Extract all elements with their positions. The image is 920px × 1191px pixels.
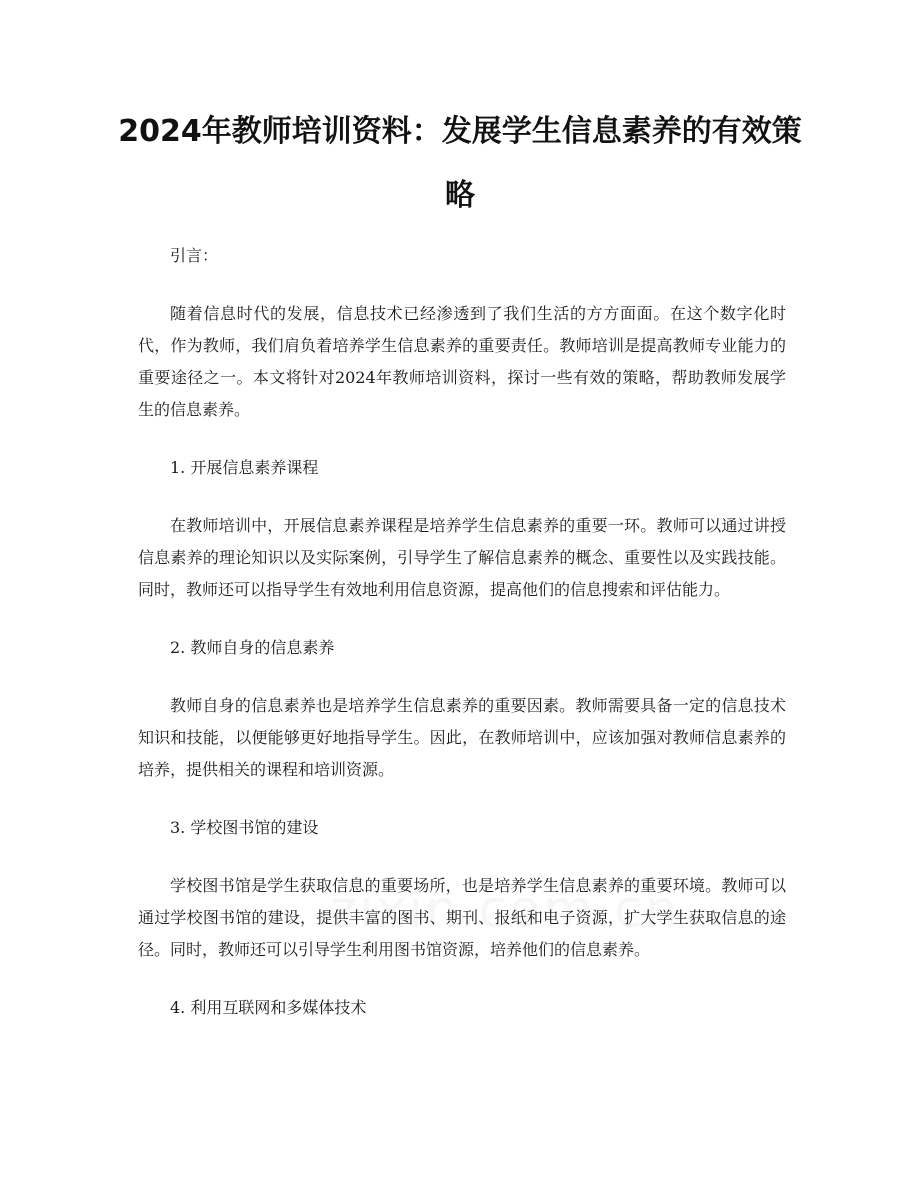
section-paragraph-2: 教师自身的信息素养也是培养学生信息素养的重要因素。教师需要具备一定的信息技术知识和技能，以便能够更好地指导学生。因此，在教师培训中，应该加强对教师信息素养的培养，提供相关的课程和培训资源。 bbox=[138, 696, 786, 779]
section-paragraph-3: 学校图书馆是学生获取信息的重要场所，也是培养学生信息素养的重要环境。教师可以通过学校图书馆的建设，提供丰富的图书、期刊、报纸和电子资源，扩大学生获取信息的途径。同时，教师还可以引导学生利用图书馆资源，培养他们的信息素养。 bbox=[138, 876, 786, 959]
document-title: 2024年教师培训资料：发展学生信息素养的有效策略 bbox=[118, 114, 802, 213]
section-paragraph-1: 在教师培训中，开展信息素养课程是培养学生信息素养的重要一环。教师可以通过讲授信息素养的理论知识以及实际案例，引导学生了解信息素养的概念、重要性以及实践技能。同时，教师还可以指导学生有效地利用信息资源，提高他们的信息搜索和评估能力。 bbox=[138, 516, 786, 599]
section-heading-3: 3. 学校图书馆的建设 bbox=[170, 818, 319, 837]
intro-label: 引言： bbox=[170, 246, 219, 265]
section-heading-1: 1. 开展信息素养课程 bbox=[170, 458, 319, 477]
section-heading-2: 2. 教师自身的信息素养 bbox=[170, 638, 335, 657]
intro-paragraph: 随着信息时代的发展，信息技术已经渗透到了我们生活的方方面面。在这个数字化时代，作为教师，我们肩负着培养学生信息素养的重要责任。教师培训是提高教师专业能力的重要途径之一。本文将针对2024年教师培训资料，探讨一些有效的策略，帮助教师发展学生的信息素养。 bbox=[138, 304, 786, 419]
document-body bbox=[138, 240, 786, 1050]
section-heading-4: 4. 利用互联网和多媒体技术 bbox=[170, 998, 367, 1017]
